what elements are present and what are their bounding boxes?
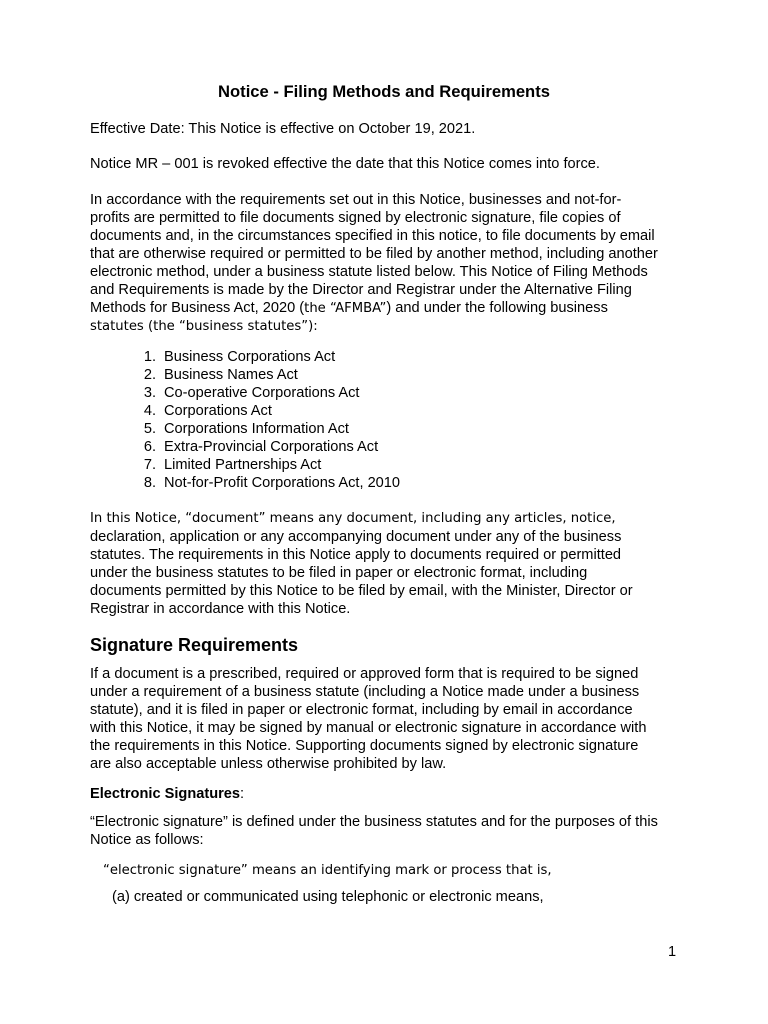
intro-line: electronic method, under a business statute listed below. This Notice of Filing Methods	[90, 264, 648, 280]
intro-line: and Requirements is made by the Director and Registrar under the Alternative Filing	[90, 282, 632, 298]
esig-definition-paragraph	[90, 813, 710, 849]
definition-line: In this Notice, “document” means any document, including any articles, notice,	[90, 511, 616, 526]
effective-date-paragraph: Effective Date: This Notice is effective on October 19, 2021.	[90, 121, 476, 137]
list-item	[90, 456, 400, 474]
business-statutes-list	[90, 348, 400, 492]
esig-definition-line: “Electronic signature” is defined under the business statutes and for the purposes of this	[90, 814, 658, 830]
heading-colon: :	[240, 786, 245, 802]
electronic-signatures-heading: Electronic Signatures	[90, 786, 241, 802]
signature-paragraph	[90, 665, 710, 773]
signature-line: statute), and it is filed in paper or electronic format, including by email in accordance	[90, 702, 633, 718]
list-number: 1.	[143, 349, 156, 365]
intro-paragraph	[90, 191, 710, 336]
intro-line-part: ) and under the following business	[386, 300, 608, 316]
electronic-signatures-heading-line	[90, 785, 690, 803]
definition-line: declaration, application or any accompanying document under any of the business	[90, 529, 622, 545]
definition-paragraph	[90, 510, 710, 618]
act-name: Business Names Act	[164, 367, 298, 383]
intro-line: documents and, in the circumstances specified in this notice, to file documents by email	[90, 228, 655, 244]
act-name: Limited Partnerships Act	[164, 457, 322, 473]
revocation-paragraph: Notice MR – 001 is revoked effective the date that this Notice comes into force.	[90, 156, 600, 172]
definition-line: statutes. The requirements in this Notice apply to documents required or permitted	[90, 547, 622, 563]
list-item	[90, 366, 400, 384]
act-name: Not-for-Profit Corporations Act, 2010	[164, 475, 401, 491]
intro-line	[90, 299, 710, 318]
list-number: 7.	[143, 457, 156, 473]
list-number: 6.	[143, 439, 156, 455]
list-item	[90, 438, 400, 456]
esig-quote: “electronic signature” means an identifying mark or process that is,	[103, 863, 552, 878]
act-name: Corporations Act	[164, 403, 272, 419]
signature-line: with this Notice, it may be signed by manual or electronic signature in accordance with	[90, 720, 647, 736]
act-name: Extra-Provincial Corporations Act	[164, 439, 379, 455]
act-name: Business Corporations Act	[164, 349, 336, 365]
act-name: Co-operative Corporations Act	[164, 385, 360, 401]
signature-line: If a document is a prescribed, required or approved form that is required to be signed	[90, 666, 639, 682]
list-item	[90, 384, 400, 402]
esig-item-a: (a) created or communicated using telephonic or electronic means,	[112, 889, 544, 905]
definition-line: documents permitted by this Notice to be filed by email, with the Minister, Director or	[90, 583, 633, 599]
page-number: 1	[668, 944, 677, 960]
list-number: 2.	[143, 367, 156, 383]
list-item	[90, 402, 400, 420]
intro-line: In accordance with the requirements set out in this Notice, businesses and not-for-	[90, 192, 622, 208]
list-item	[90, 474, 400, 492]
signature-line: are also acceptable unless otherwise prohibited by law.	[90, 756, 447, 772]
list-number: 3.	[143, 385, 156, 401]
document-title: Notice - Filing Methods and Requirements	[218, 82, 550, 101]
esig-definition-line: Notice as follows:	[90, 832, 204, 848]
list-item	[90, 348, 400, 366]
signature-line: under a requirement of a business statute (including a Notice made under a business	[90, 684, 640, 700]
intro-line: that are otherwise required or permitted to be filed by another method, including another	[90, 246, 658, 262]
intro-line: statutes (the “business statutes”):	[90, 319, 318, 334]
list-number: 4.	[143, 403, 156, 419]
list-number: 5.	[143, 421, 156, 437]
signature-line: the requirements in this Notice. Supporting documents signed by electronic signature	[90, 738, 639, 754]
definition-line: Registrar in accordance with this Notice.	[90, 601, 351, 617]
intro-line: profits are permitted to file documents signed by electronic signature, file copies of	[90, 210, 621, 226]
intro-line-part: Methods for Business Act, 2020 (	[90, 300, 305, 316]
signature-requirements-heading: Signature Requirements	[90, 635, 299, 655]
list-item	[90, 420, 400, 438]
act-name: Corporations Information Act	[164, 421, 349, 437]
definition-line: under the business statutes to be filed in paper or electronic format, including	[90, 565, 588, 581]
afmba-abbreviation: the “AFMBA”	[304, 301, 387, 316]
list-number: 8.	[143, 475, 156, 491]
